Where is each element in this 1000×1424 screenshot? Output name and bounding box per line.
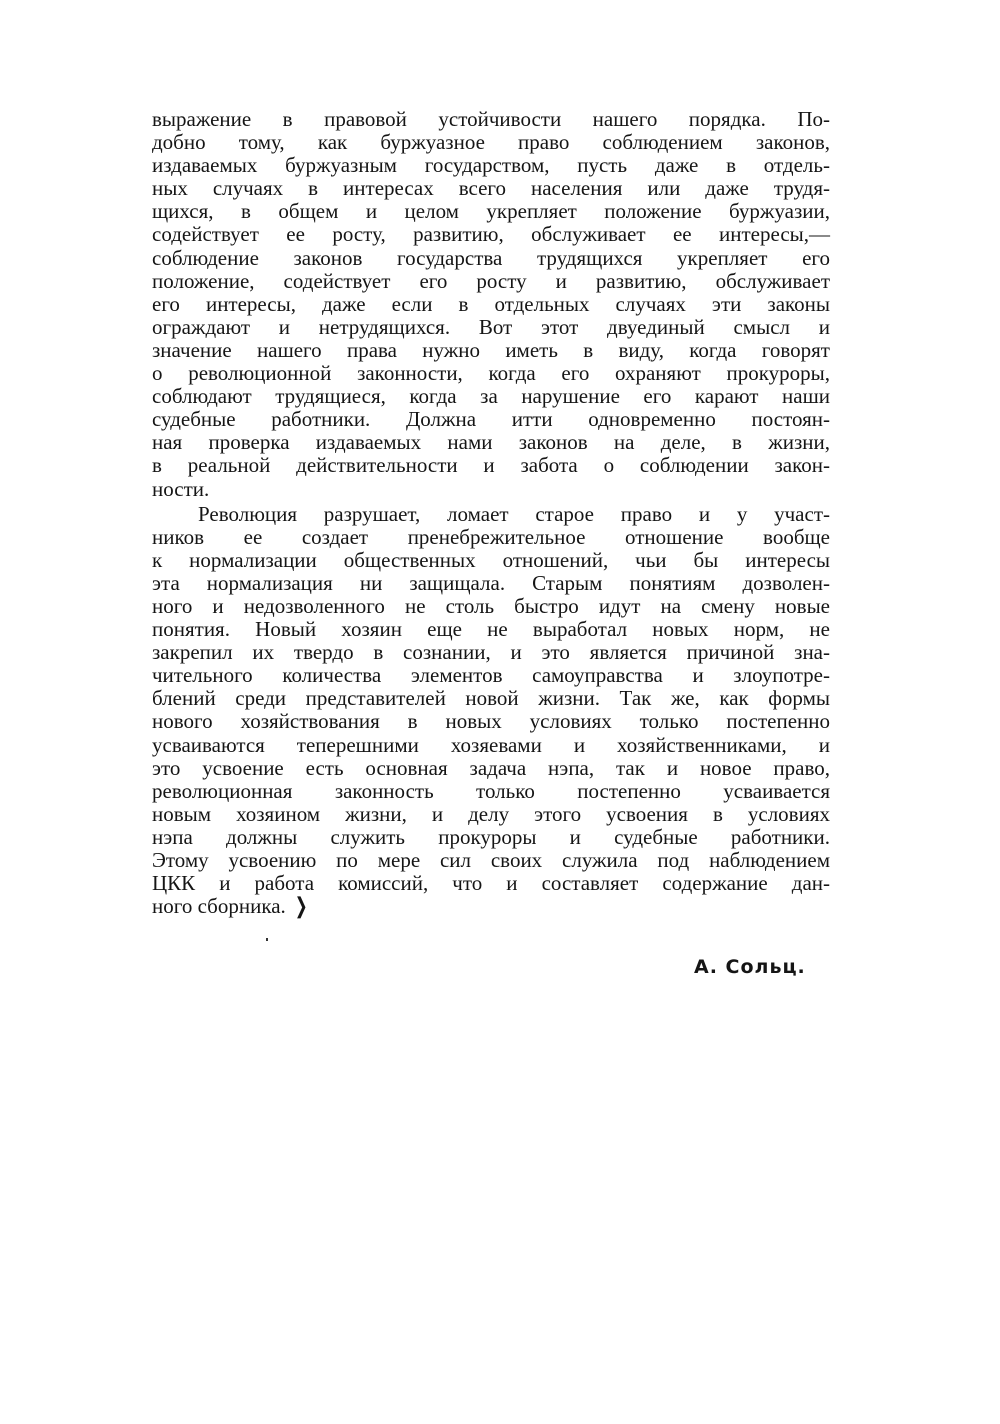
text-line: щихся, в общем и целом укрепляет положение буржуазии, [152, 199, 830, 224]
text-line: усваиваются теперешними хозяевами и хозяйственниками, и [152, 732, 830, 757]
text-line: содействует ее росту, развитию, обслуживает ее интересы,— [152, 222, 830, 247]
text-line-final-text: ного сборника. [152, 894, 286, 919]
text-line: революционная законность только постепенно усваивается [152, 778, 830, 803]
text-line: о революционной законности, когда его охраняют прокуроры, [152, 361, 830, 386]
text-line: Этому усвоению по мере сил своих служила под наблюдением [152, 848, 830, 872]
text-line: в реальной действительности и забота о соблюдении закон- [152, 453, 830, 478]
text-line: выражение в правовой устойчивости нашего порядка. По- [152, 107, 830, 131]
paragraph-1 [152, 108, 830, 501]
text-line: ограждают и нетрудящихся. Вот этот двуединый смысл и [152, 314, 830, 339]
text-line: Революция разрушает, ломает старое право и у участ- [198, 501, 830, 526]
text-line: закрепил их твердо в сознании, и это является причиной зна- [152, 640, 830, 665]
text-line: положение, содействует его росту и развитию, обслуживает [152, 268, 830, 293]
text-line: нэпа должны служить прокуроры и судебные работники. [152, 824, 830, 849]
text-line: издаваемых буржуазным государством, пусть даже в отдель- [152, 153, 830, 178]
text-line: ников ее создает пренебрежительное отношение вообще [152, 524, 830, 549]
text-line: ного и недозволенного не столь быстро идут на смену новые [152, 593, 830, 618]
text-line: чительного количества элементов самоуправства и злоупотре- [152, 663, 830, 688]
body-text [152, 108, 830, 918]
text-line: нового хозяйствования в новых условиях только постепенно [152, 709, 830, 734]
text-line: блений среди представителей новой жизни. Так же, как формы [152, 686, 830, 711]
text-line: соблюдают трудящиеся, когда за нарушение его карают наши [152, 384, 830, 409]
author-signature: А. Сольц. [694, 956, 806, 978]
text-line: добно тому, как буржуазное право соблюдением законов, [152, 130, 830, 155]
text-line: новым хозяином жизни, и делу этого усвоения в условиях [152, 801, 830, 826]
text-line: эта нормализация ни защищала. Старым понятиям дозволен- [152, 570, 830, 595]
paragraph-2 [152, 503, 830, 919]
text-line: судебные работники. Должна итти одновременно постоян- [152, 407, 830, 432]
text-line: к нормализации общественных отношений, чьи бы интересы [152, 547, 830, 572]
text-line: ЦКК и работа комиссий, что и составляет содержание дан- [152, 871, 830, 896]
text-line-final [152, 895, 830, 918]
text-line: понятия. Новый хозяин еще не выработал новых норм, не [152, 617, 830, 642]
text-line: соблюдение законов государства трудящихся укрепляет его [152, 245, 830, 270]
text-line: его интересы, даже если в отдельных случаях эти законы [152, 291, 830, 316]
closing-mark: ❯ [294, 894, 308, 920]
text-line: это усвоение есть основная задача нэпа, так и новое право, [152, 755, 830, 780]
text-line: ности. [152, 476, 210, 501]
print-speck [266, 938, 268, 941]
text-line: ных случаях в интересах всего населения или даже трудя- [152, 176, 830, 201]
text-line: ная проверка издаваемых нами законов на деле, в жизни, [152, 430, 830, 455]
text-line: значение нашего права нужно иметь в виду, когда говорят [152, 337, 830, 362]
